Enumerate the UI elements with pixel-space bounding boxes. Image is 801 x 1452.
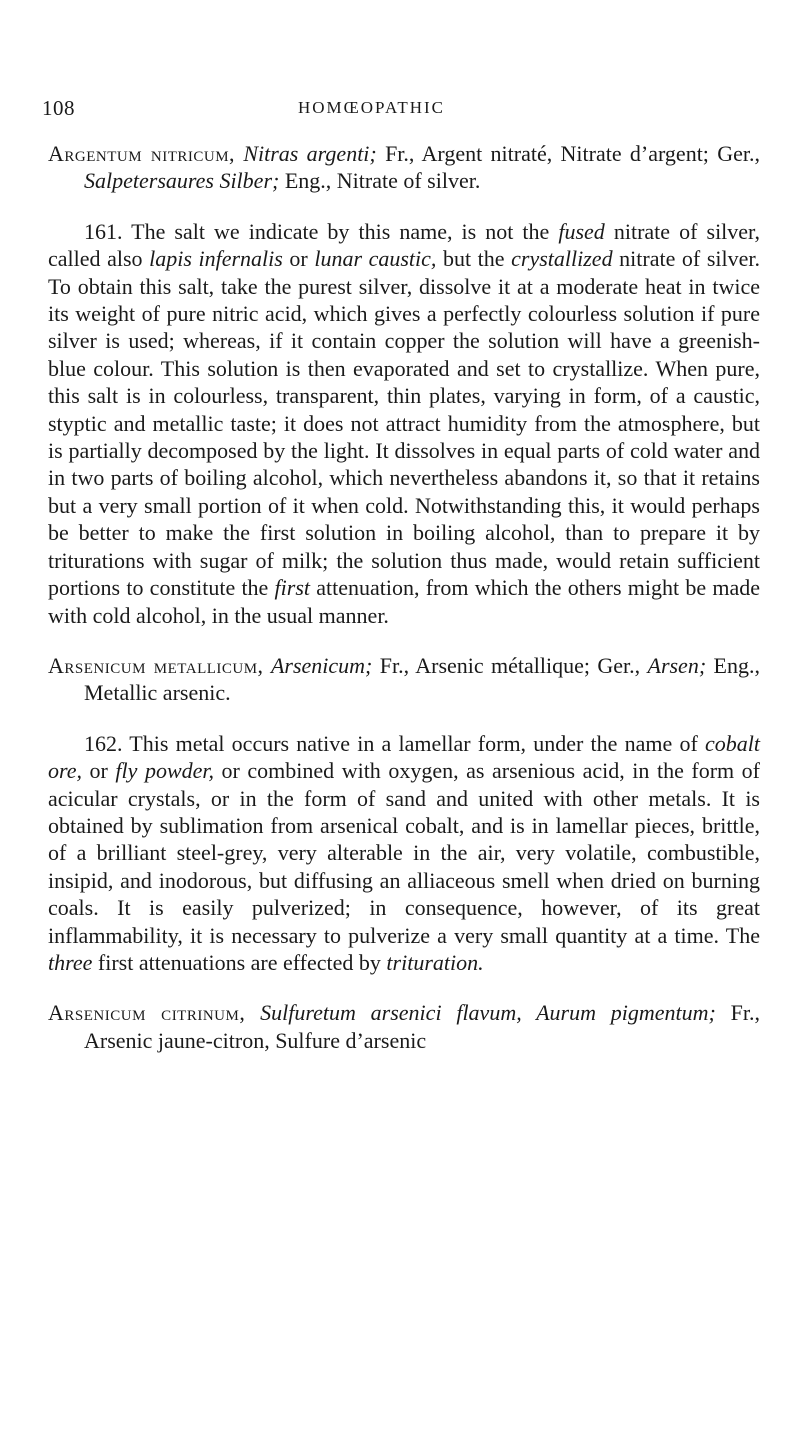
spacer [48,195,760,218]
entry-name: Arsenicum citrinum, [48,1000,246,1026]
paragraph-text: or [282,246,315,272]
paragraph-number: 161. [84,218,123,244]
italic-term: cobalt ore, [48,730,760,784]
entry-name: Argentum nitricum, [48,141,236,166]
paragraph-text: attenuation, from which the others might be made with cold alcohol, in the usual manner. [48,575,760,628]
paragraph-text: nitrate of silver. To obtain this salt, take the purest silver, dissolve it at a moderate heat in twice its weight of pure nitric acid, which gives a perfectly colourless solution if pure silver is used; whereas, if it contain copper the solution will have a greenish-blue colour. This solution is then evaporated and set to crystallize. When pure, this salt is in colourless, transparent, thin plates, varying in form, of a caustic, styptic and metallic taste; it does not attract humidity from the atmosphere, but is partially decomposed by the light. It dissolves in equal parts of cold water and in two parts of boiling alcohol, which nevertheless abandons it, so that it retains but a very small portion of it when cold. Notwithstanding this, it would perhaps be better to make the first solution in boiling alcohol, than to prepare it by triturations with sugar of milk; the solution thus made, would retain sufficient portions to constitute the [48,246,760,601]
paragraph-text: nitrate of silver, called also [48,218,760,272]
entry-english-name: Eng., Nitrate of silver. [279,168,481,194]
running-head [42,96,762,126]
entry-french-label: Fr., Arsenic jaune-citron, Sulfure d’arsenic [84,1000,761,1053]
entry-heading-arsenicum-metallicum [48,652,760,707]
entry-latin-name: Sulfuretum arsenici flavum, Aurum pigmentum; [260,1000,716,1026]
spacer [48,629,760,652]
body-text [48,140,760,1054]
entry-latin-name: Nitras argenti; [243,141,377,166]
entry-french-label: Fr., Arsenic métallique; Ger., [372,652,648,678]
paragraph-162 [48,730,760,977]
paragraph-number: 162. [84,730,123,756]
italic-term: lapis infernalis [149,246,283,272]
paragraph-text: or combined with oxygen, as arsenious acid, in the form of acicular crystals, or in the form of sand and united with other metals. It is obtained by sublimation from arsenical cobalt, and is in lamellar pieces, brittle, of a brilliant steel-grey, very alterable in the air, very volatile, combustible, insipid, and inodorous, but diffusing an alliaceous smell when dried on burning coals. It is easily pulverized; in consequence, however, of its great inflammability, it is necessary to pulverize a very small quantity at a time. The [48,758,760,948]
entry-french-label: Fr., Argent nitraté, Nitrate d’argent; Ger., [376,141,760,166]
entry-name: Arsenicum metallicum, [48,652,264,678]
page-number: 108 [42,96,75,120]
italic-term: fly powder, [115,758,215,784]
italic-term: trituration. [386,949,484,975]
italic-term: first [274,575,311,601]
entry-heading-arsenicum-citrinum [48,999,760,1054]
entry-english-name: Eng., Metallic arsenic. [84,652,760,706]
spacer [48,976,760,999]
paragraph-text: This metal occurs native in a lamellar form, under the name of [122,730,705,756]
italic-term: crystallized [511,246,613,272]
spacer [48,707,760,730]
entry-heading-argentum-nitricum [48,140,760,195]
italic-term: fused [558,218,605,244]
entry-latin-name: Arsenicum; [270,652,373,678]
paragraph-161 [48,218,760,629]
paragraph-text: The salt we indicate by this name, is not the [122,218,559,244]
paragraph-text: but the [436,246,512,272]
italic-term: lunar caustic, [314,246,437,272]
paragraph-text: or [82,758,116,784]
entry-german-name: Arsen; [647,652,707,678]
entry-german-name: Salpetersaures Silber; [84,168,280,194]
italic-term: three [48,949,93,975]
paragraph-text: first attenuations are effected by [92,949,387,975]
running-head-title: HOMŒOPATHIC [298,98,446,117]
